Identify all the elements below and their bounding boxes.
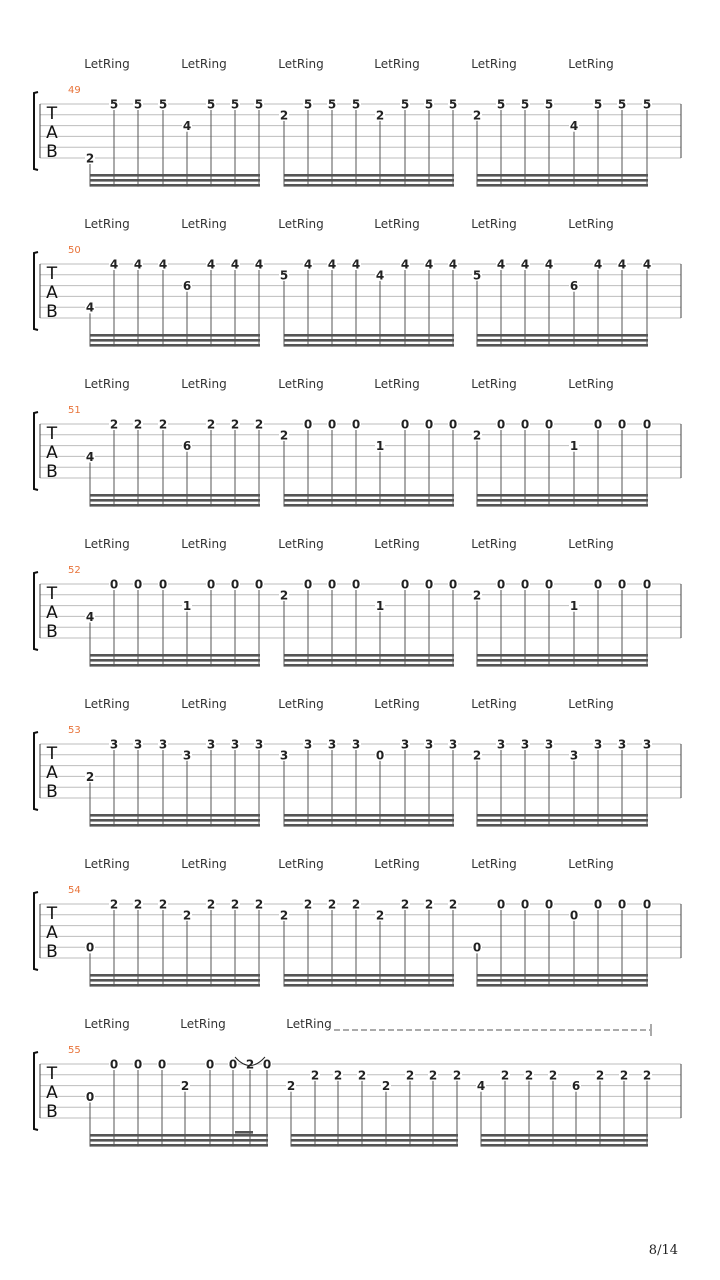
system-bracket — [34, 892, 38, 970]
fret-number: 0 — [544, 577, 554, 592]
let-ring-label: LetRing — [84, 377, 130, 391]
fret-number: 3 — [617, 737, 627, 752]
fret-number: 1 — [569, 439, 579, 454]
fret-number: 2 — [472, 748, 482, 763]
fret-number: 6 — [571, 1079, 581, 1094]
fret-number: 2 — [405, 1068, 415, 1083]
fret-number: 4 — [158, 257, 168, 272]
fret-number: 4 — [375, 268, 385, 283]
fret-number: 2 — [303, 897, 313, 912]
fret-number: 0 — [303, 577, 313, 592]
fret-number: 4 — [85, 449, 95, 464]
let-ring-label: LetRing — [374, 377, 420, 391]
tab-clef-letter: A — [46, 1083, 58, 1103]
fret-number: 2 — [245, 1057, 255, 1072]
fret-number: 2 — [375, 108, 385, 123]
tab-clef-letter: A — [46, 923, 58, 943]
fret-number: 2 — [351, 897, 361, 912]
fret-number: 2 — [182, 908, 192, 923]
fret-number: 4 — [109, 257, 119, 272]
fret-number: 4 — [476, 1079, 486, 1094]
fret-number: 2 — [286, 1079, 296, 1094]
fret-number: 3 — [351, 737, 361, 752]
fret-number: 4 — [642, 257, 652, 272]
let-ring-label: LetRing — [180, 1017, 226, 1031]
let-ring-label: LetRing — [278, 217, 324, 231]
beam — [90, 1139, 268, 1142]
fret-number: 4 — [617, 257, 627, 272]
let-ring-label: LetRing — [181, 697, 227, 711]
fret-number: 2 — [230, 897, 240, 912]
tab-clef-letter: B — [46, 782, 58, 802]
beam — [481, 1134, 648, 1137]
let-ring-label: LetRing — [568, 57, 614, 71]
fret-number: 5 — [303, 97, 313, 112]
fret-number: 0 — [424, 417, 434, 432]
fret-number: 0 — [303, 417, 313, 432]
let-ring-label: LetRing — [84, 1017, 130, 1031]
fret-number: 0 — [327, 577, 337, 592]
system-bracket — [34, 412, 38, 490]
tab-clef-letter: T — [46, 104, 58, 124]
tab-clef-letter: B — [46, 142, 58, 162]
fret-number: 6 — [182, 279, 192, 294]
fret-number: 2 — [254, 417, 264, 432]
fret-number: 2 — [133, 897, 143, 912]
fret-number: 4 — [400, 257, 410, 272]
fret-number: 3 — [544, 737, 554, 752]
tab-clef-letter: A — [46, 443, 58, 463]
fret-number: 2 — [206, 417, 216, 432]
fret-number: 2 — [279, 108, 289, 123]
let-ring-label: LetRing — [181, 377, 227, 391]
fret-number: 2 — [158, 417, 168, 432]
fret-number: 4 — [448, 257, 458, 272]
system-bracket — [34, 732, 38, 810]
fret-number: 0 — [593, 577, 603, 592]
fret-number: 4 — [520, 257, 530, 272]
fret-number: 3 — [642, 737, 652, 752]
fret-number: 0 — [109, 1057, 119, 1072]
tab-clef-letter: T — [46, 424, 58, 444]
tab-clef-letter: T — [46, 1064, 58, 1084]
fret-number: 0 — [109, 577, 119, 592]
fret-number: 0 — [85, 1089, 95, 1104]
let-ring-label: LetRing — [278, 57, 324, 71]
beam — [481, 1144, 648, 1147]
fret-number: 4 — [133, 257, 143, 272]
fret-number: 5 — [544, 97, 554, 112]
fret-number: 0 — [617, 897, 627, 912]
fret-number: 2 — [381, 1079, 391, 1094]
tab-clef-letter: B — [46, 302, 58, 322]
fret-number: 0 — [544, 897, 554, 912]
fret-number: 2 — [327, 897, 337, 912]
fret-number: 3 — [254, 737, 264, 752]
fret-number: 2 — [206, 897, 216, 912]
tab-clef-letter: A — [46, 763, 58, 783]
measure-number: 54 — [68, 885, 81, 896]
fret-number: 5 — [230, 97, 240, 112]
fret-number: 0 — [351, 417, 361, 432]
fret-number: 3 — [182, 748, 192, 763]
fret-number: 0 — [569, 908, 579, 923]
fret-number: 3 — [400, 737, 410, 752]
let-ring-label: LetRing — [84, 857, 130, 871]
fret-number: 0 — [448, 577, 458, 592]
fret-number: 4 — [230, 257, 240, 272]
let-ring-label: LetRing — [471, 537, 517, 551]
fret-number: 5 — [520, 97, 530, 112]
fret-number: 5 — [496, 97, 506, 112]
fret-number: 5 — [351, 97, 361, 112]
fret-number: 0 — [158, 577, 168, 592]
fret-number: 0 — [496, 577, 506, 592]
tab-clef-letter: B — [46, 622, 58, 642]
fret-number: 0 — [642, 577, 652, 592]
tab-clef-letter: A — [46, 123, 58, 143]
beam — [235, 1131, 253, 1134]
fret-number: 2 — [619, 1068, 629, 1083]
fret-number: 4 — [254, 257, 264, 272]
fret-number: 4 — [303, 257, 313, 272]
fret-number: 0 — [230, 577, 240, 592]
tab-clef-letter: A — [46, 603, 58, 623]
measure-number: 51 — [68, 405, 81, 416]
let-ring-label: LetRing — [471, 57, 517, 71]
fret-number: 3 — [109, 737, 119, 752]
fret-number: 5 — [327, 97, 337, 112]
fret-number: 2 — [85, 769, 95, 784]
fret-number: 2 — [452, 1068, 462, 1083]
fret-number: 0 — [228, 1057, 238, 1072]
fret-number: 2 — [254, 897, 264, 912]
fret-number: 0 — [496, 897, 506, 912]
fret-number: 0 — [448, 417, 458, 432]
fret-number: 4 — [593, 257, 603, 272]
fret-number: 4 — [544, 257, 554, 272]
let-ring-label: LetRing — [278, 697, 324, 711]
let-ring-label: LetRing — [471, 857, 517, 871]
fret-number: 2 — [400, 897, 410, 912]
fret-number: 3 — [206, 737, 216, 752]
fret-number: 2 — [85, 151, 95, 166]
fret-number: 2 — [548, 1068, 558, 1083]
tab-clef-letter: B — [46, 1102, 58, 1122]
fret-number: 3 — [133, 737, 143, 752]
fret-number: 2 — [524, 1068, 534, 1083]
fret-number: 0 — [544, 417, 554, 432]
fret-number: 4 — [424, 257, 434, 272]
tab-clef-letter: B — [46, 942, 58, 962]
fret-number: 0 — [327, 417, 337, 432]
fret-number: 1 — [375, 439, 385, 454]
fret-number: 3 — [230, 737, 240, 752]
fret-number: 0 — [617, 417, 627, 432]
fret-number: 0 — [400, 577, 410, 592]
fret-number: 4 — [496, 257, 506, 272]
fret-number: 0 — [351, 577, 361, 592]
let-ring-label: LetRing — [84, 537, 130, 551]
system-bracket — [34, 92, 38, 170]
let-ring-label: LetRing — [84, 57, 130, 71]
let-ring-label: LetRing — [84, 697, 130, 711]
fret-number: 2 — [279, 908, 289, 923]
measure-number: 50 — [68, 245, 81, 256]
tab-clef-letter: T — [46, 904, 58, 924]
let-ring-label: LetRing — [374, 537, 420, 551]
fret-number: 0 — [375, 748, 385, 763]
fret-number: 4 — [85, 300, 95, 315]
fret-number: 5 — [593, 97, 603, 112]
page-number: 8/14 — [648, 1243, 678, 1258]
let-ring-label: LetRing — [471, 377, 517, 391]
fret-number: 2 — [428, 1068, 438, 1083]
fret-number: 3 — [593, 737, 603, 752]
fret-number: 3 — [279, 748, 289, 763]
fret-number: 0 — [593, 417, 603, 432]
fret-number: 2 — [448, 897, 458, 912]
fret-number: 0 — [496, 417, 506, 432]
fret-number: 0 — [133, 1057, 143, 1072]
fret-number: 4 — [85, 609, 95, 624]
fret-number: 5 — [279, 268, 289, 283]
fret-number: 4 — [327, 257, 337, 272]
fret-number: 2 — [500, 1068, 510, 1083]
fret-number: 0 — [617, 577, 627, 592]
fret-number: 2 — [595, 1068, 605, 1083]
measure-number: 55 — [68, 1045, 81, 1056]
let-ring-label: LetRing — [286, 1017, 332, 1031]
measure-number: 49 — [68, 85, 81, 96]
tab-clef-letter: T — [46, 264, 58, 284]
fret-number: 2 — [158, 897, 168, 912]
let-ring-label: LetRing — [374, 857, 420, 871]
fret-number: 3 — [569, 748, 579, 763]
fret-number: 0 — [642, 897, 652, 912]
fret-number: 0 — [642, 417, 652, 432]
fret-number: 5 — [642, 97, 652, 112]
fret-number: 3 — [496, 737, 506, 752]
fret-number: 3 — [303, 737, 313, 752]
fret-number: 5 — [206, 97, 216, 112]
fret-number: 2 — [279, 428, 289, 443]
fret-number: 0 — [520, 897, 530, 912]
tab-clef-letter: T — [46, 584, 58, 604]
fret-number: 2 — [472, 108, 482, 123]
fret-number: 2 — [109, 897, 119, 912]
fret-number: 2 — [642, 1068, 652, 1083]
fret-number: 2 — [133, 417, 143, 432]
beam — [90, 1134, 268, 1137]
let-ring-label: LetRing — [181, 857, 227, 871]
fret-number: 2 — [424, 897, 434, 912]
let-ring-label: LetRing — [374, 217, 420, 231]
fret-number: 5 — [109, 97, 119, 112]
fret-number: 4 — [351, 257, 361, 272]
fret-number: 3 — [158, 737, 168, 752]
fret-number: 5 — [448, 97, 458, 112]
fret-number: 1 — [182, 599, 192, 614]
fret-number: 2 — [310, 1068, 320, 1083]
let-ring-label: LetRing — [374, 57, 420, 71]
beam — [90, 1144, 268, 1147]
fret-number: 1 — [569, 599, 579, 614]
fret-number: 3 — [327, 737, 337, 752]
let-ring-label: LetRing — [568, 857, 614, 871]
fret-number: 3 — [520, 737, 530, 752]
fret-number: 3 — [448, 737, 458, 752]
fret-number: 2 — [357, 1068, 367, 1083]
fret-number: 0 — [157, 1057, 167, 1072]
fret-number: 5 — [472, 268, 482, 283]
fret-number: 5 — [617, 97, 627, 112]
let-ring-label: LetRing — [84, 217, 130, 231]
let-ring-label: LetRing — [181, 537, 227, 551]
system-bracket — [34, 1052, 38, 1130]
let-ring-label: LetRing — [278, 537, 324, 551]
let-ring-label: LetRing — [568, 377, 614, 391]
fret-number: 0 — [520, 577, 530, 592]
system-bracket — [34, 252, 38, 330]
let-ring-label: LetRing — [471, 697, 517, 711]
fret-number: 0 — [85, 940, 95, 955]
fret-number: 6 — [569, 279, 579, 294]
fret-number: 2 — [375, 908, 385, 923]
fret-number: 4 — [206, 257, 216, 272]
fret-number: 2 — [472, 588, 482, 603]
tab-clef-letter: T — [46, 744, 58, 764]
let-ring-label: LetRing — [568, 537, 614, 551]
measure-number: 53 — [68, 725, 81, 736]
fret-number: 6 — [182, 439, 192, 454]
measure-number: 52 — [68, 565, 81, 576]
let-ring-label: LetRing — [374, 697, 420, 711]
fret-number: 0 — [593, 897, 603, 912]
fret-number: 5 — [400, 97, 410, 112]
fret-number: 0 — [472, 940, 482, 955]
let-ring-label: LetRing — [568, 697, 614, 711]
fret-number: 5 — [254, 97, 264, 112]
let-ring-label: LetRing — [278, 377, 324, 391]
fret-number: 4 — [569, 119, 579, 134]
fret-number: 2 — [333, 1068, 343, 1083]
fret-number: 0 — [206, 577, 216, 592]
fret-number: 0 — [254, 577, 264, 592]
fret-number: 5 — [424, 97, 434, 112]
fret-number: 0 — [133, 577, 143, 592]
fret-number: 2 — [230, 417, 240, 432]
tab-clef-letter: B — [46, 462, 58, 482]
fret-number: 4 — [182, 119, 192, 134]
fret-number: 0 — [262, 1057, 272, 1072]
fret-number: 2 — [109, 417, 119, 432]
fret-number: 2 — [279, 588, 289, 603]
fret-number: 0 — [424, 577, 434, 592]
tab-clef-letter: A — [46, 283, 58, 303]
fret-number: 0 — [520, 417, 530, 432]
system-bracket — [34, 572, 38, 650]
let-ring-label: LetRing — [471, 217, 517, 231]
beam — [481, 1139, 648, 1142]
fret-number: 1 — [375, 599, 385, 614]
let-ring-label: LetRing — [278, 857, 324, 871]
fret-number: 3 — [424, 737, 434, 752]
fret-number: 0 — [205, 1057, 215, 1072]
fret-number: 5 — [158, 97, 168, 112]
fret-number: 2 — [180, 1079, 190, 1094]
fret-number: 0 — [400, 417, 410, 432]
fret-number: 5 — [133, 97, 143, 112]
fret-number: 2 — [472, 428, 482, 443]
let-ring-label: LetRing — [181, 217, 227, 231]
let-ring-label: LetRing — [568, 217, 614, 231]
let-ring-label: LetRing — [181, 57, 227, 71]
